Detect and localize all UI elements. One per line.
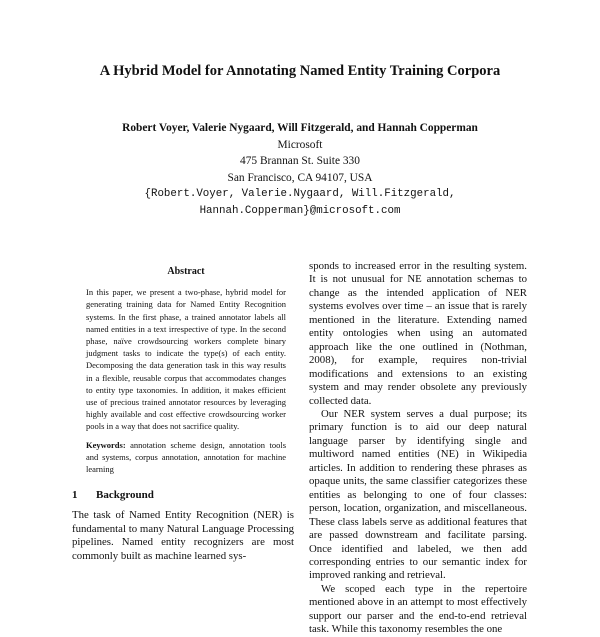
keywords-text: annotation scheme design, annotation tools and systems, corpus annotation, annotation for machine learning [86,439,286,475]
keywords [86,439,286,476]
section-number: 1 [72,489,78,502]
abstract-text: In this paper, we present a two-phase, hybrid model for generating training data for Named Entity Recognition systems. In the first phase, a trained annotator labels all named entities in a text irrespective of type. In the second phase, naïve crowdsourcing workers complete binary judgment tasks to indicate the type(s) of each entity. Decomposing the data generation task in this way results in a flexible, reusable corpus that accommodates changes to entity type taxonomies. In addition, it makes efficient use of precious trained annotator resources by leveraging highly available and cost effective crowdsourcing worker pools in a way that does not sacrifice quality. [86,287,286,432]
address-line-2: San Francisco, CA 94107, USA [227,171,373,184]
email-line-2: Hannah.Copperman}@microsoft.com [199,204,401,217]
author-block [0,120,600,219]
right-column [309,260,527,637]
keywords-label: Keywords: [86,439,126,450]
left-column [72,266,294,563]
section-title: Background [96,489,154,502]
right-paragraph-2: Our NER system serves a dual purpose; its primary function is to aid our deep natural language parser by identifying single and multiword named entities (NE) in Wikipedia articles. In addition to rendering these phrases as opaque units, the same classifier categorizes these entities as belonging to one of four classes: person, location, organization, and miscellaneous. These class labels serve as additional features that are passed downstream and facilitate parsing. Once identified and labeled, we then add corresponding entries to our semantic index for improved ranking and retrieval. [309,407,527,582]
address-line-1: 475 Brannan St. Suite 330 [240,155,360,167]
author-names: Robert Voyer, Valerie Nygaard, Will Fitzgerald, and Hannah Copperman [122,122,478,134]
email-line-1: {Robert.Voyer, Valerie.Nygaard, Will.Fitzgerald, [144,188,456,200]
section-1-paragraph: The task of Named Entity Recognition (NER) is fundamental to many Natural Language Processing pipelines. Named entity recognizers are most commonly built as machine learned sys- [72,509,294,562]
abstract-heading: Abstract [167,266,205,277]
right-paragraph-1: sponds to increased error in the resulting system. It is not unusual for NE annotation schemas to change as the intended application of NER systems evolves over time – an issue that is rarely mentioned in the literature. Extending named entity ontologies when using an automated approach like the one outlined in (Nothman, 2008), for example, requires non-trivial modifications and extensions to an existing system and may render obsolete any previously collected data. [309,260,527,407]
section-1-heading [72,489,286,501]
paper-title: A Hybrid Model for Annotating Named Entity Training Corpora [99,63,501,79]
affiliation: Microsoft [277,138,323,151]
right-paragraph-3: We scoped each type in the repertoire mentioned above in an attempt to most effectively support our parser and the end-to-end retrieval task. While this taxonomy resembles the one [309,582,527,636]
